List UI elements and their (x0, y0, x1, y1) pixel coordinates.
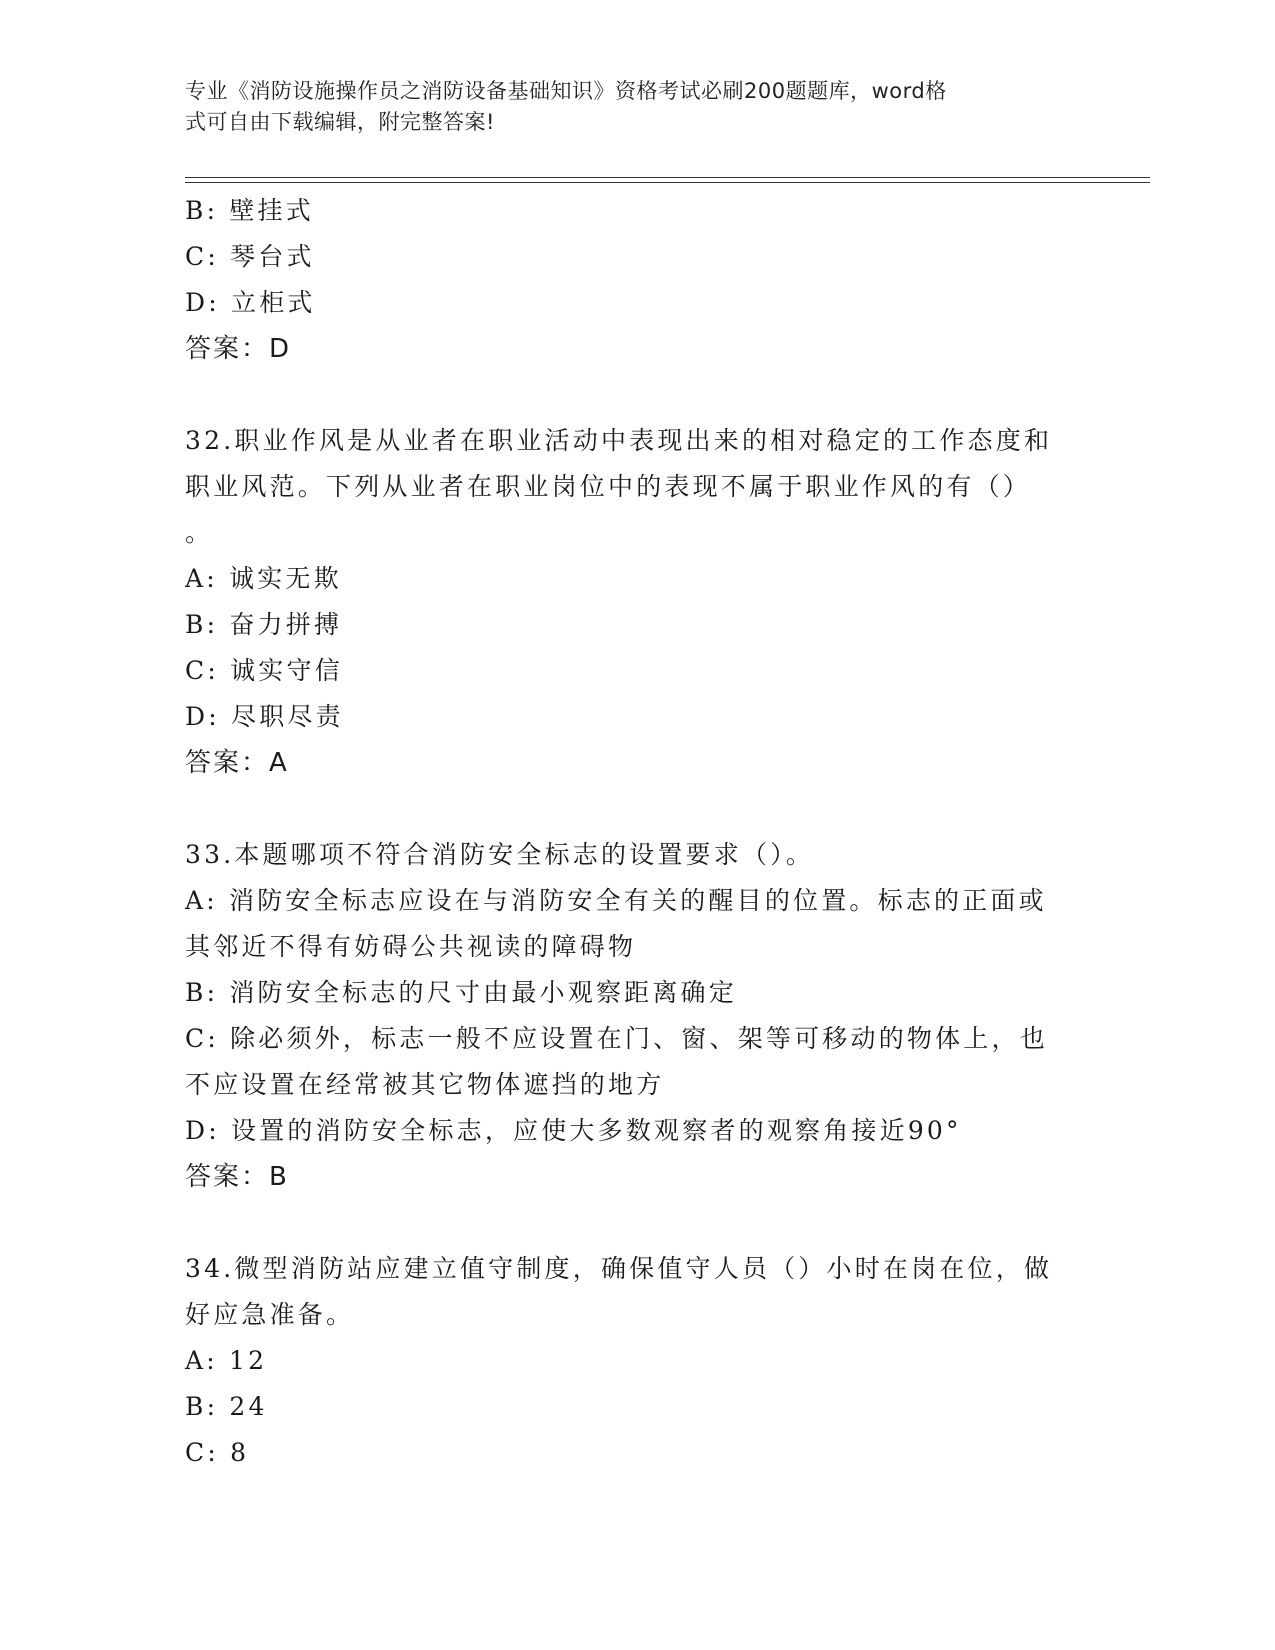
question-stem-line: 。 (185, 518, 214, 547)
option-a: A: 12 (185, 1346, 268, 1375)
header-title-line-2: 式可自由下载编辑，附完整答案! (185, 110, 495, 134)
question-stem-line: 33.本题哪项不符合消防安全标志的设置要求（）。 (185, 840, 815, 869)
option-c-continued: 不应设置在经常被其它物体遮挡的地方 (185, 1070, 665, 1099)
option-a: A: 消防安全标志应设在与消防安全有关的醒目的位置。标志的正面或 (185, 886, 1047, 915)
option-d: D: 设置的消防安全标志，应使大多数观察者的观察角接近90° (185, 1116, 962, 1145)
spacer (185, 786, 1085, 832)
option-c: C: 除必须外，标志一般不应设置在门、窗、架等可移动的物体上，也 (185, 1024, 1048, 1053)
option-d: D: 尽职尽责 (185, 702, 344, 731)
option-a: A: 诚实无欺 (185, 564, 342, 593)
option-b: B: 消防安全标志的尺寸由最小观察距离确定 (185, 978, 737, 1007)
option-c: C: 诚实守信 (185, 656, 343, 685)
spacer (185, 372, 1085, 418)
option-b: B: 奋力拼搏 (185, 610, 343, 639)
spacer (185, 1200, 1085, 1246)
option-c: C: 8 (185, 1438, 250, 1467)
answer: 答案：D (185, 334, 292, 364)
answer: 答案：B (185, 1162, 289, 1192)
question-content (185, 188, 1085, 1476)
question-33 (185, 832, 1085, 1200)
answer: 答案：A (185, 748, 289, 778)
header-title-line-1: 专业《消防设施操作员之消防设备基础知识》资格考试必刷200题题库，word格 (185, 79, 947, 103)
question-stem-line: 职业风范。下列从业者在职业岗位中的表现不属于职业作风的有（） (185, 472, 1032, 501)
question-stem-line: 好应急准备。 (185, 1300, 355, 1329)
question-stem-line: 32.职业作风是从业者在职业活动中表现出来的相对稳定的工作态度和 (185, 426, 1053, 455)
option-a-continued: 其邻近不得有妨碍公共视读的障碍物 (185, 932, 637, 961)
option-d: D: 立柜式 (185, 288, 316, 317)
document-header (185, 76, 1065, 138)
option-b: B: 24 (185, 1392, 268, 1421)
question-31-continuation (185, 188, 1085, 372)
question-32 (185, 418, 1085, 786)
question-stem-line: 34.微型消防站应建立值守制度，确保值守人员（）小时在岗在位，做 (185, 1254, 1053, 1283)
question-34 (185, 1246, 1085, 1476)
option-b: B: 壁挂式 (185, 196, 314, 225)
option-c: C: 琴台式 (185, 242, 315, 271)
header-divider-top (185, 177, 1150, 178)
header-divider-bottom (185, 182, 1150, 183)
